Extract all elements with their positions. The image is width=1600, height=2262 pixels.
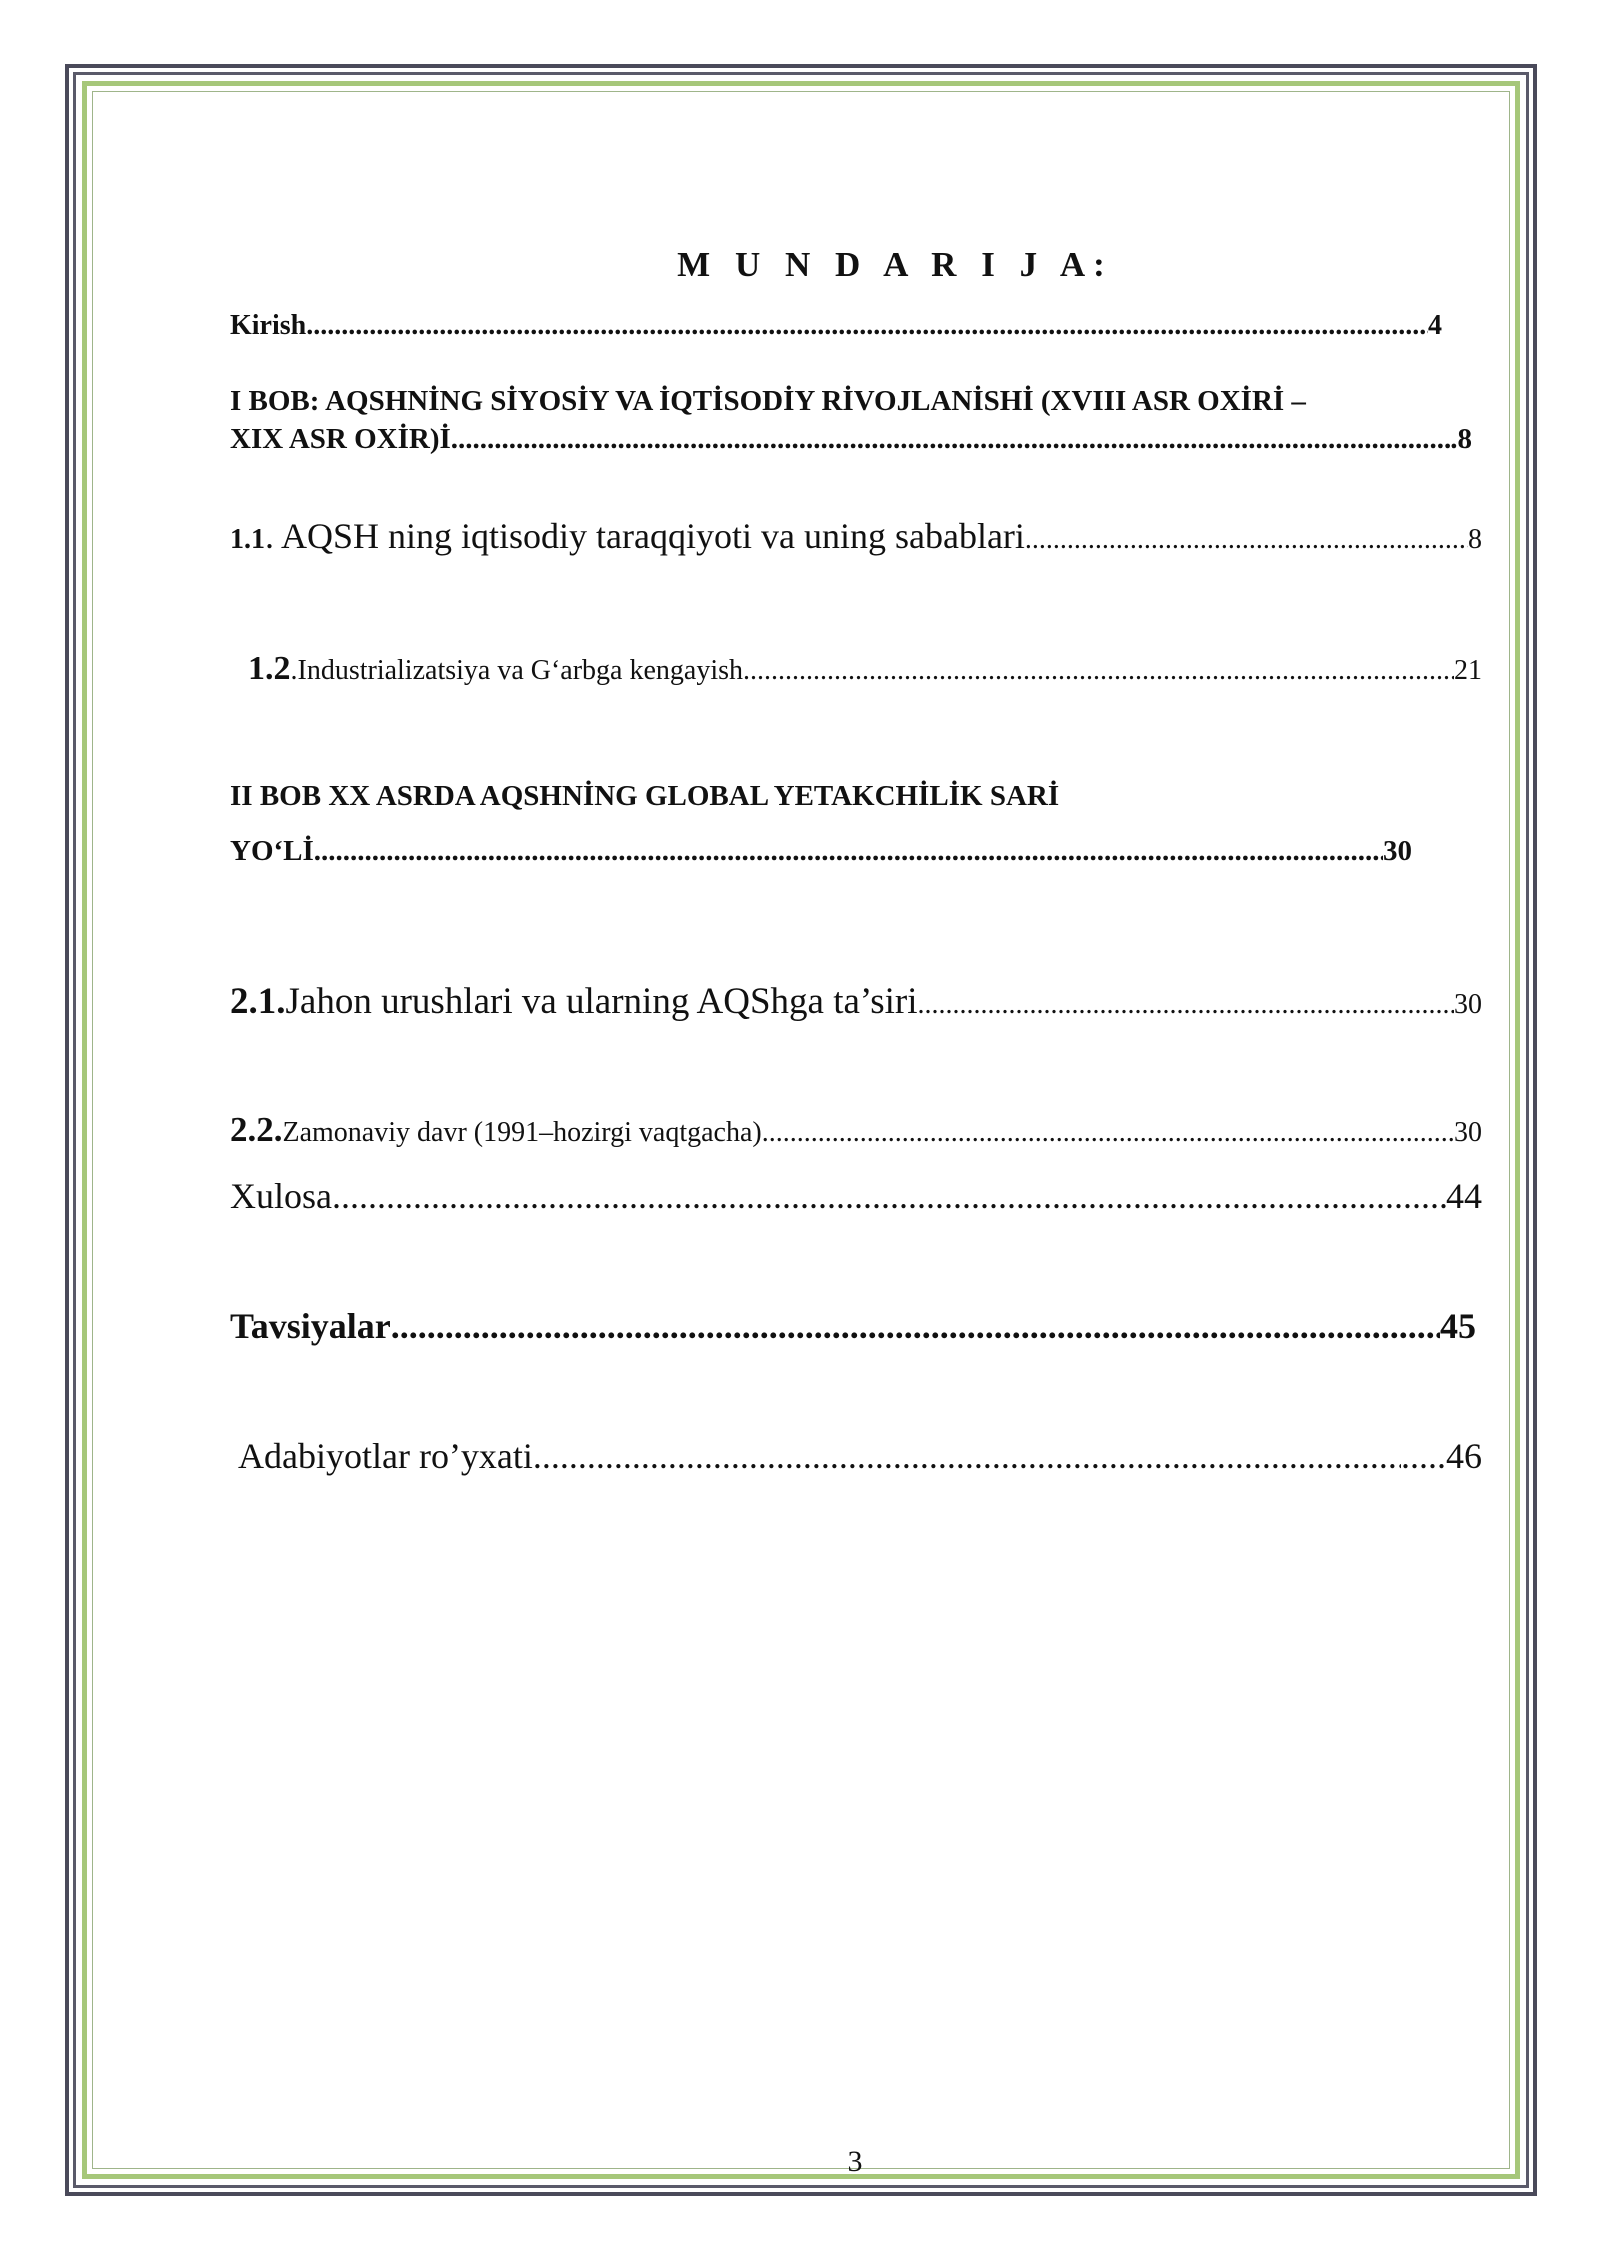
toc-label: .Industrializatsiya va G‘arbga kengayish (290, 655, 744, 686)
toc-title: M U N D A R I J A: (677, 245, 1113, 284)
toc-page: 8 (1468, 524, 1482, 555)
toc-entry-adabiyotlar[interactable] (238, 1435, 1482, 1477)
leader-dots (917, 989, 1454, 1021)
leader-dots (306, 310, 1428, 342)
toc-chapter-2-title-line1[interactable]: II BOB XX ASRDA AQSHNİNG GLOBAL YETAKCHİLİK SARİ (230, 780, 1060, 812)
toc-label: Adabiyotlar ro’yxati (238, 1436, 533, 1476)
leader-dots (314, 835, 1383, 868)
toc-page: 21 (1454, 655, 1482, 686)
toc-section-2-2[interactable] (230, 1110, 1482, 1150)
leader-dots (762, 1117, 1454, 1149)
toc-page: 30 (1454, 989, 1482, 1020)
toc-section-1-1[interactable] (230, 515, 1482, 557)
section-number: 2.1. (230, 981, 286, 1022)
toc-label: Zamonaviy davr (1991–hozirgi vaqtgacha) (282, 1117, 762, 1148)
toc-label: Tavsiyalar (230, 1306, 391, 1346)
toc-section-2-1[interactable] (230, 980, 1482, 1023)
toc-chapter-1[interactable] (230, 423, 1472, 456)
toc-page: 30 (1383, 835, 1412, 867)
toc-page: 44 (1446, 1176, 1482, 1216)
leader-dots (1025, 524, 1468, 556)
toc-label: XIX ASR OXİR)İ (230, 423, 451, 455)
page-number: 3 (847, 2145, 863, 2178)
toc-label: Xulosa (230, 1176, 332, 1216)
toc-label: Kirish (230, 310, 307, 341)
section-number: 1.1 (230, 524, 265, 555)
toc-chapter-1-title-line1[interactable]: I BOB: AQSHNİNG SİYOSİY VA İQTİSODİY RİVOJLANİSHİ (XVIII ASR OXİRİ – (230, 385, 1306, 417)
toc-chapter-2[interactable] (230, 835, 1412, 868)
leader-dots (451, 423, 1450, 456)
toc-label: Jahon urushlari va ularning AQShga ta’siri (285, 981, 918, 1022)
leader-dots (332, 1175, 1446, 1217)
section-number: 2.2. (230, 1110, 283, 1149)
leader-dots (533, 1435, 1401, 1477)
toc-entry-xulosa[interactable] (230, 1175, 1482, 1217)
toc-page: .8 (1450, 423, 1472, 455)
toc-entry-kirish[interactable] (230, 310, 1442, 342)
toc-section-1-2[interactable] (248, 650, 1482, 688)
section-number: 1.2 (248, 650, 291, 687)
toc-page: 4 (1428, 310, 1442, 341)
leader-dots (743, 655, 1454, 687)
toc-page: .....46 (1401, 1436, 1482, 1476)
toc-page: 45 (1440, 1306, 1476, 1346)
toc-entry-tavsiyalar[interactable] (230, 1305, 1476, 1347)
toc-label: YO‘Lİ (230, 835, 314, 867)
toc-page: 30 (1454, 1117, 1482, 1148)
toc-label: . AQSH ning iqtisodiy taraqqiyoti va uning sabablari (265, 516, 1025, 556)
leader-dots (391, 1305, 1440, 1347)
